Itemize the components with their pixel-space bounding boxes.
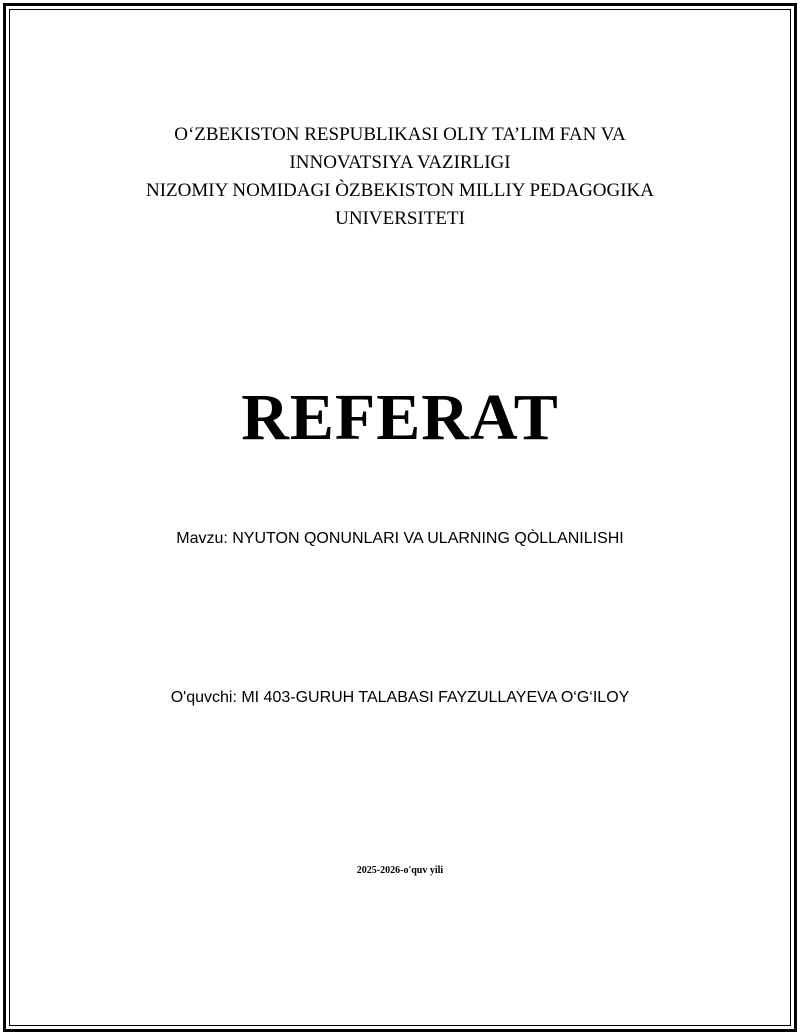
topic-line: Mavzu: NYUTON QONUNLARI VA ULARNING QÒLLANILISHI bbox=[176, 530, 624, 547]
document-title: REFERAT bbox=[241, 381, 559, 454]
header-line-1: O‘ZBEKISTON RESPUBLIKASI OLIY TA’LIM FAN VA bbox=[174, 124, 626, 145]
student-line: O'quvchi: MI 403-GURUH TALABASI FAYZULLAYEVA O‘G‘ILOY bbox=[170, 689, 630, 706]
academic-year: 2025-2026-o'quv yili bbox=[356, 865, 444, 876]
header-line-3: NIZOMIY NOMIDAGI ÒZBEKISTON MILLIY PEDAGOGIKA bbox=[145, 180, 655, 201]
header-line-2: INNOVATSIYA VAZIRLIGI bbox=[289, 152, 511, 173]
institution-header bbox=[0, 121, 800, 233]
header-line-4: UNIVERSITETI bbox=[335, 208, 465, 229]
